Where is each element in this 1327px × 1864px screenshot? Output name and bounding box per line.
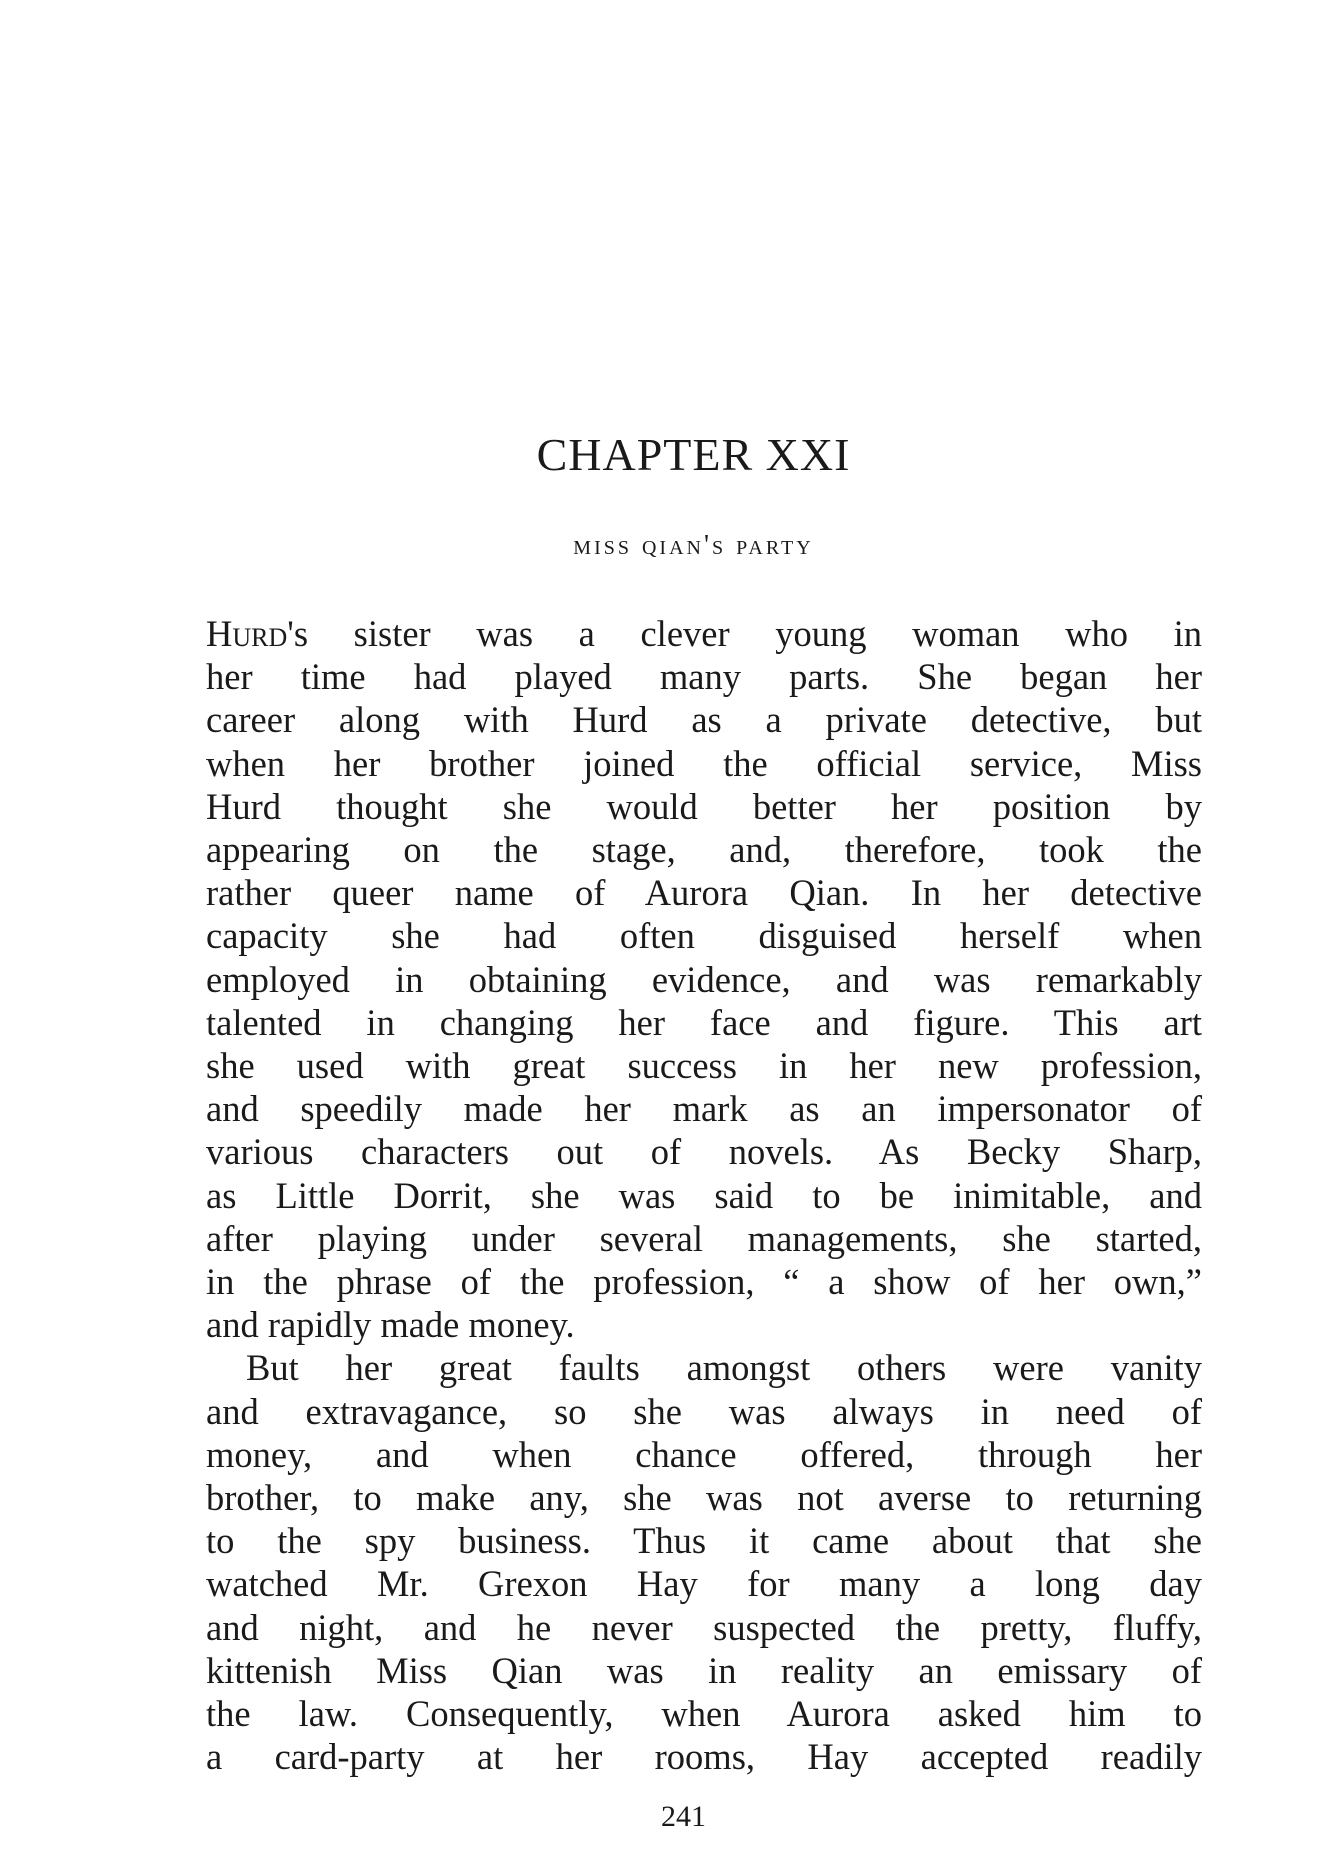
text-line: rather queer name of Aurora Qian. In her detective	[206, 872, 1202, 914]
text-line: talented in changing her face and figure. This art	[206, 1001, 1202, 1043]
text-line: to the spy business. Thus it came about that she	[206, 1520, 1202, 1562]
chapter-subtitle: miss qian's party	[573, 530, 814, 561]
body-text	[206, 612, 1202, 1778]
text-line: career along with Hurd as a private detective, but	[206, 699, 1202, 741]
text-line: employed in obtaining evidence, and was remarkably	[206, 958, 1202, 1000]
text-line: a card-party at her rooms, Hay accepted readily	[206, 1736, 1202, 1778]
text-line	[206, 612, 1202, 655]
text-line: in the phrase of the profession, “ a show of her own,”	[206, 1261, 1202, 1303]
first-line-rest: 's sister was a clever young woman who in	[287, 613, 1202, 654]
text-line: capacity she had often disguised herself when	[206, 915, 1202, 957]
text-line: her time had played many parts. She began her	[206, 656, 1202, 698]
text-line: and rapidly made money.	[206, 1304, 575, 1346]
text-line: the law. Consequently, when Aurora asked him to	[206, 1693, 1202, 1735]
text-line: and night, and he never suspected the pretty, fluffy,	[206, 1606, 1202, 1648]
text-line: she used with great success in her new profession,	[206, 1045, 1202, 1087]
text-line: when her brother joined the official service, Miss	[206, 742, 1202, 784]
text-line: and extravagance, so she was always in need of	[206, 1390, 1202, 1432]
text-line: appearing on the stage, and, therefore, took the	[206, 829, 1202, 871]
text-line: after playing under several managements, she started,	[206, 1217, 1202, 1259]
drop-word: Hurd	[206, 613, 288, 654]
text-line: watched Mr. Grexon Hay for many a long day	[206, 1563, 1202, 1605]
text-line: and speedily made her mark as an impersonator of	[206, 1088, 1202, 1130]
text-line: Hurd thought she would better her position by	[206, 785, 1202, 827]
text-line: money, and when chance offered, through her	[206, 1433, 1202, 1475]
text-line: But her great faults amongst others were vanity	[246, 1347, 1202, 1389]
text-line: brother, to make any, she was not averse to returning	[206, 1477, 1202, 1519]
text-line: as Little Dorrit, she was said to be inimitable, and	[206, 1174, 1202, 1216]
page-number: 241	[661, 1800, 706, 1833]
chapter-title: CHAPTER XXI	[536, 429, 851, 480]
text-line: kittenish Miss Qian was in reality an emissary of	[206, 1649, 1202, 1691]
text-line: various characters out of novels. As Becky Sharp,	[206, 1131, 1202, 1173]
